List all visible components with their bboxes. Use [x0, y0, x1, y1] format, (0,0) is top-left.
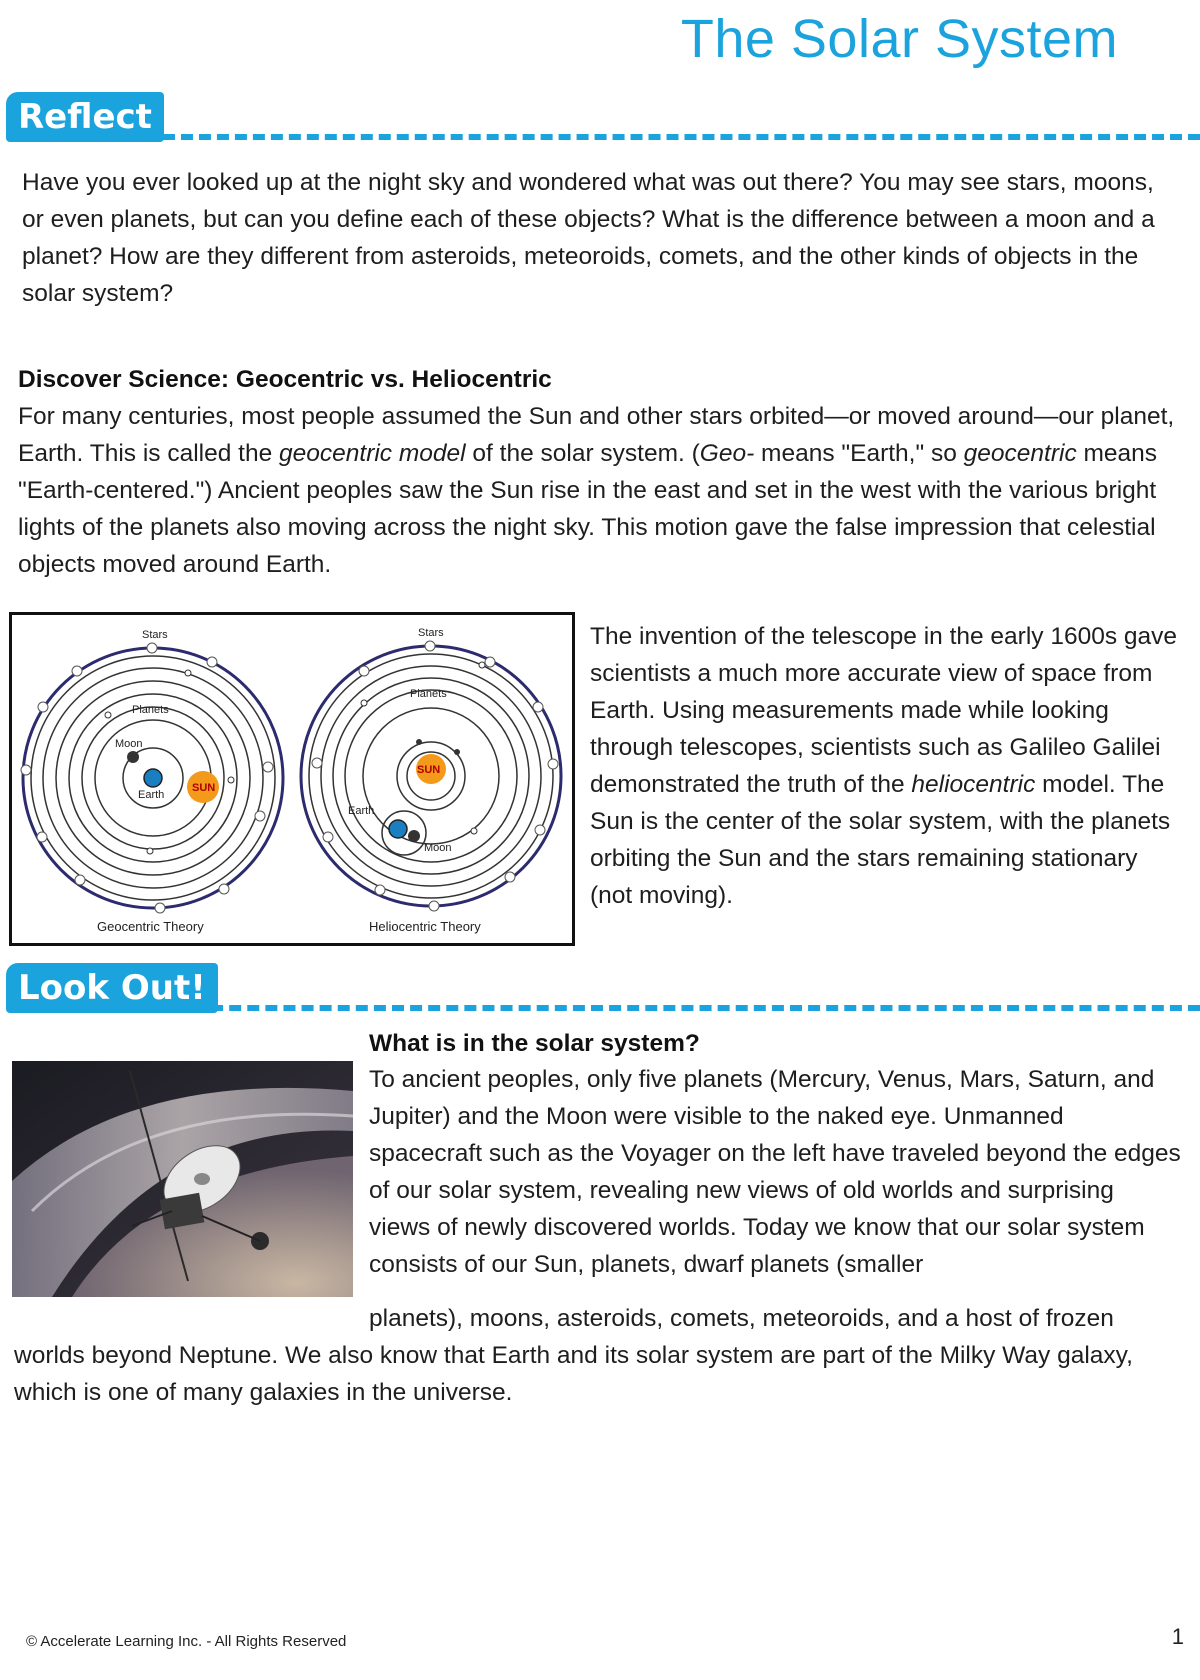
moon-icon: [127, 751, 139, 763]
voyager-illustration: [12, 1061, 353, 1297]
heliocentric-model: [301, 627, 561, 934]
helio-earth-icon: [389, 820, 407, 838]
section-divider: [145, 134, 1200, 140]
geo-earth-label: Earth: [138, 789, 165, 801]
helio-earth-label: Earth: [348, 805, 375, 817]
discover-paragraph-1: For many centuries, most people assumed the Sun and other stars orbited—or moved around—our planet, Earth. This is called the geocentric model of the solar system. (Geo- means "Earth," so geocentric means "Earth-centered.") Ancient peoples saw the Sun rise in the east and set in the west with the various bright lights of the planets also moving across the night sky. This motion gave the false impression that celestial objects moved around Earth.: [18, 403, 1175, 578]
helio-stars-label: Stars: [418, 627, 444, 639]
lookout-tab: Look Out!: [6, 963, 218, 1013]
lookout-paragraph-bottom: planets), moons, asteroids, comets, meteoroids, and a host of frozen worlds beyond Neptune. We also know that Earth and its solar system are part of the Milky Way galaxy, which is one of many galaxies in the universe.: [14, 1305, 1133, 1406]
discover-paragraph-2: The invention of the telescope in the early 1600s gave scientists a much more accurate view of space from Earth. Using measurements made while looking through telescopes, scientists such as Galileo Galilei demonstrated the truth of the heliocentric model. The Sun is the center of the solar system, with the planets orbiting the Sun and the stars remaining stationary (not moving).: [590, 623, 1178, 909]
reflect-section-header: [0, 92, 1200, 152]
geocentric-model: [21, 629, 283, 934]
heliocentric-caption: Heliocentric Theory: [369, 919, 481, 934]
orbit-diagram-svg: [12, 615, 572, 943]
reflect-tab: Reflect: [6, 92, 164, 142]
lookout-heading: What is in the solar system?: [369, 1030, 700, 1057]
helio-moon-label: Moon: [424, 842, 452, 854]
earth-icon: [144, 769, 162, 787]
helio-planets-label: Planets: [410, 688, 447, 700]
section-divider: [193, 1005, 1200, 1011]
lookout-paragraph-top: To ancient peoples, only five planets (Mercury, Venus, Mars, Saturn, and Jupiter) and the Moon were visible to the naked eye. Unmanned spacecraft such as the Voyager on the left have traveled beyond the edges of our solar system, revealing new views of old worlds and surprising views of newly discovered worlds. Today we know that our solar system consists of our Sun, planets, dwarf planets (smaller: [369, 1066, 1181, 1278]
voyager-image: [12, 1061, 353, 1297]
helio-sun-label: SUN: [417, 764, 441, 776]
reflect-paragraph: Have you ever looked up at the night sky and wondered what was out there? You may see stars, moons, or even planets, but can you define each of these objects? What is the difference between a moon and a planet? How are they different from asteroids, meteoroids, comets, and the other kinds of objects in the solar system?: [22, 169, 1155, 307]
discover-heading: Discover Science: Geocentric vs. Heliocentric: [18, 366, 552, 393]
geo-helio-diagram: [9, 612, 575, 946]
page-number: 1: [1171, 1624, 1184, 1649]
geocentric-caption: Geocentric Theory: [97, 919, 204, 934]
geo-moon-label: Moon: [115, 738, 143, 750]
lookout-section-header: [0, 963, 1200, 1023]
geo-stars-label: Stars: [142, 629, 168, 641]
geo-planets-label: Planets: [132, 704, 169, 716]
page-title: The Solar System: [680, 9, 1118, 69]
geo-sun-label: SUN: [192, 782, 216, 794]
helio-moon-icon: [408, 830, 420, 842]
copyright-footer: © Accelerate Learning Inc. - All Rights Reserved: [26, 1633, 347, 1650]
